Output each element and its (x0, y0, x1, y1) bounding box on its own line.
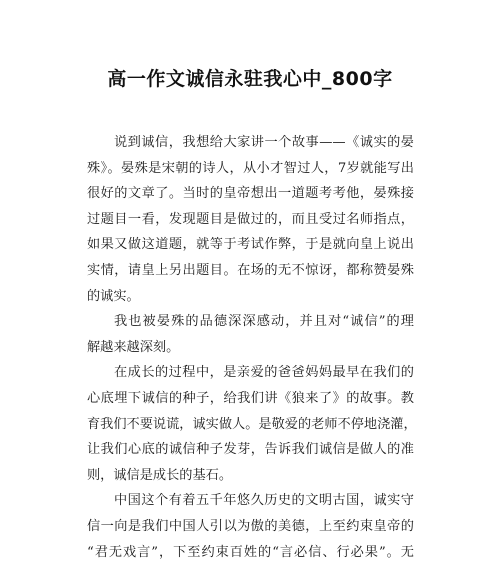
paragraph-3-line-4: 让我们心底的诚信种子发芽，告诉我们诚信是做人的准 (87, 442, 414, 458)
paragraph-3-line-3: 育我们不要说谎，诚实做人。是敬爱的老师不停地浇灌， (87, 416, 417, 432)
document-body (87, 130, 417, 565)
paragraph-4-line-1: 中国这个有着五千年悠久历史的文明古国，诚实守 (114, 493, 414, 509)
document-title: 高一作文诚信永驻我心中_800字 (107, 68, 393, 90)
paragraph-1-line-3: 很好的文章了。当时的皇帝想出一道题考考他，晏殊接 (87, 186, 414, 202)
paragraph-4-line-2: 信一向是我们中国人引以为傲的美德，上至约束皇帝的 (87, 518, 414, 534)
paragraph-2-line-2: 解越来越深刻。 (87, 339, 180, 355)
paragraph-3-line-1: 在成长的过程中，是亲爱的爸爸妈妈最早在我们的 (114, 365, 414, 381)
paragraph-2-line-1: 我也被晏殊的品德深深感动，并且对“诚信”的理 (114, 314, 414, 330)
paragraph-1-line-1: 说到诚信，我想给大家讲一个故事——《诚实的晏 (114, 135, 414, 150)
paragraph-1-line-5: 如果又做这道题，就等于考试作弊，于是就向皇上说出 (87, 237, 414, 253)
paragraph-1-line-6: 实情，请皇上另出题目。在场的无不惊讶，都称赞晏殊 (87, 262, 414, 278)
paragraph-1-line-4: 过题目一看，发现题目是做过的，而且受过名师指点， (87, 211, 414, 227)
paragraph-1-line-7: 的诚实。 (87, 288, 140, 304)
paragraph-3-line-5: 则，诚信是成长的基石。 (87, 467, 233, 483)
paragraph-4-line-3: “君无戏言”，下至约束百姓的“言必信、行必果”。无 (87, 544, 414, 560)
paragraph-3-line-2: 心底埋下诚信的种子，给我们讲《狼来了》的故事。教 (87, 390, 414, 406)
paragraph-1-line-2: 殊》。晏殊是宋朝的诗人，从小才智过人，7岁就能写出 (87, 160, 414, 176)
